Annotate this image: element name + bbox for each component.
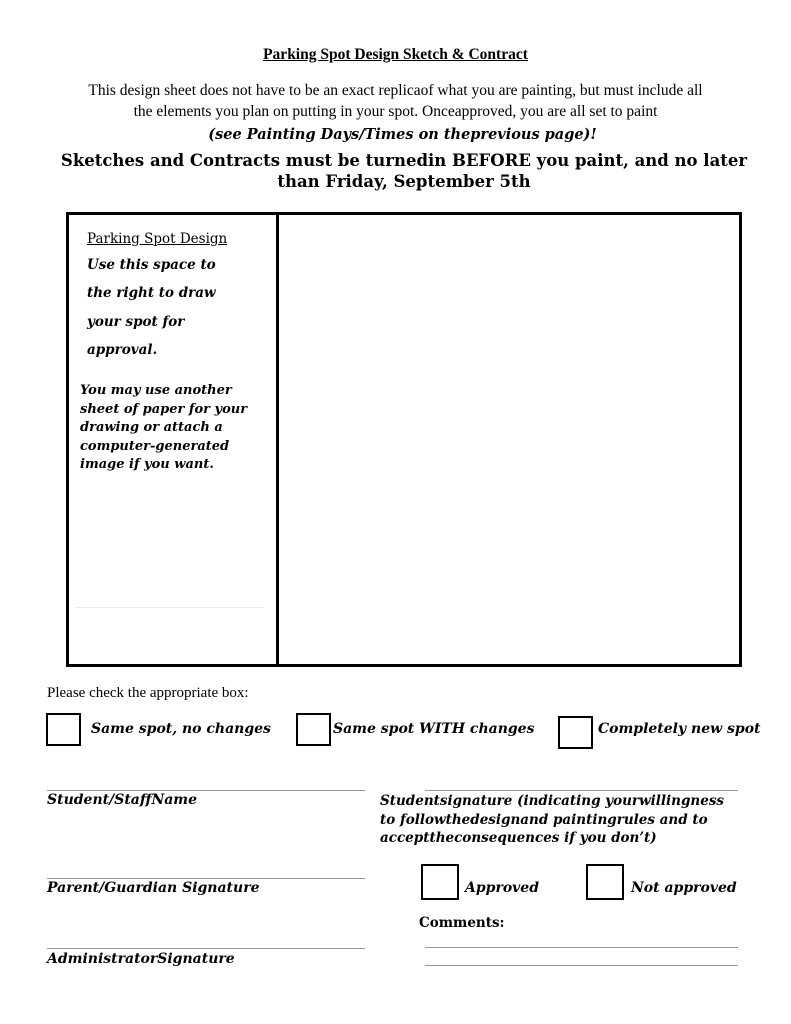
intro-line-1: This design sheet does not have to be an exact replicaof what you are painting, but must include all [88,82,703,99]
student-signature-label [380,792,785,848]
checkbox-approved[interactable] [421,864,459,900]
comments-line-1[interactable] [425,947,738,948]
comments-label: Comments: [419,915,505,931]
student-name-line[interactable] [47,790,365,791]
faint-divider [76,607,263,608]
instruction-line-3: your spot for [87,314,185,330]
note-line-4: computer-generated [80,438,230,454]
student-staff-name-label: Student/StaffName [47,792,198,808]
administrator-signature-label: AdministratorSignature [47,951,235,967]
painting-days-note: (see Painting Days/Times on theprevious page)! [208,126,597,143]
comments-line-2[interactable] [425,965,738,966]
note-line-1: You may use another [80,383,232,398]
intro-text [40,80,751,122]
deadline-notice [40,150,768,192]
approved-label: Approved [465,880,539,896]
checkbox-same-spot-no-changes[interactable] [46,713,81,746]
deadline-line-1: Sketches and Contracts must be turnedin BEFORE you paint, and no later [60,151,748,170]
instruction-line-4: approval. [87,342,158,358]
intro-line-2: the elements you plan on putting in your spot. Onceapproved, you are all set to paint [133,103,658,120]
option-completely-new-spot: Completely new spot [598,721,761,737]
parent-guardian-signature-label: Parent/Guardian Signature [47,880,260,896]
not-approved-label: Not approved [631,880,737,896]
checkbox-completely-new-spot[interactable] [558,716,593,749]
note-line-2: sheet of paper for your [80,401,248,417]
page-title: Parking Spot Design Sketch & Contract [263,46,528,63]
student-signature-line-1: Studentsignature (indicating yourwillingness [380,793,725,809]
option-same-spot-with-changes: Same spot WITH changes [333,721,535,737]
parent-signature-line[interactable] [47,878,365,879]
note-line-5: image if you want. [80,457,214,472]
alternative-drawing-note [80,382,280,475]
note-line-3: drawing or attach a [80,420,223,435]
student-signature-line-3: accepttheconsequences if you don’t) [380,830,657,846]
admin-signature-line[interactable] [47,948,365,949]
checkbox-not-approved[interactable] [586,864,624,900]
option-same-spot-no-changes: Same spot, no changes [91,721,271,737]
instruction-line-2: the right to draw [87,285,216,301]
deadline-line-2: than Friday, September 5th [277,172,531,191]
checkbox-same-spot-with-changes[interactable] [296,713,331,746]
student-signature-line[interactable] [425,790,738,791]
design-panel-title: Parking Spot Design [87,231,228,247]
checkbox-prompt: Please check the appropriate box: [47,685,249,701]
student-signature-line-2: to followthedesignand paintingrules and to [380,811,708,828]
instruction-line-1: Use this space to [87,257,216,273]
